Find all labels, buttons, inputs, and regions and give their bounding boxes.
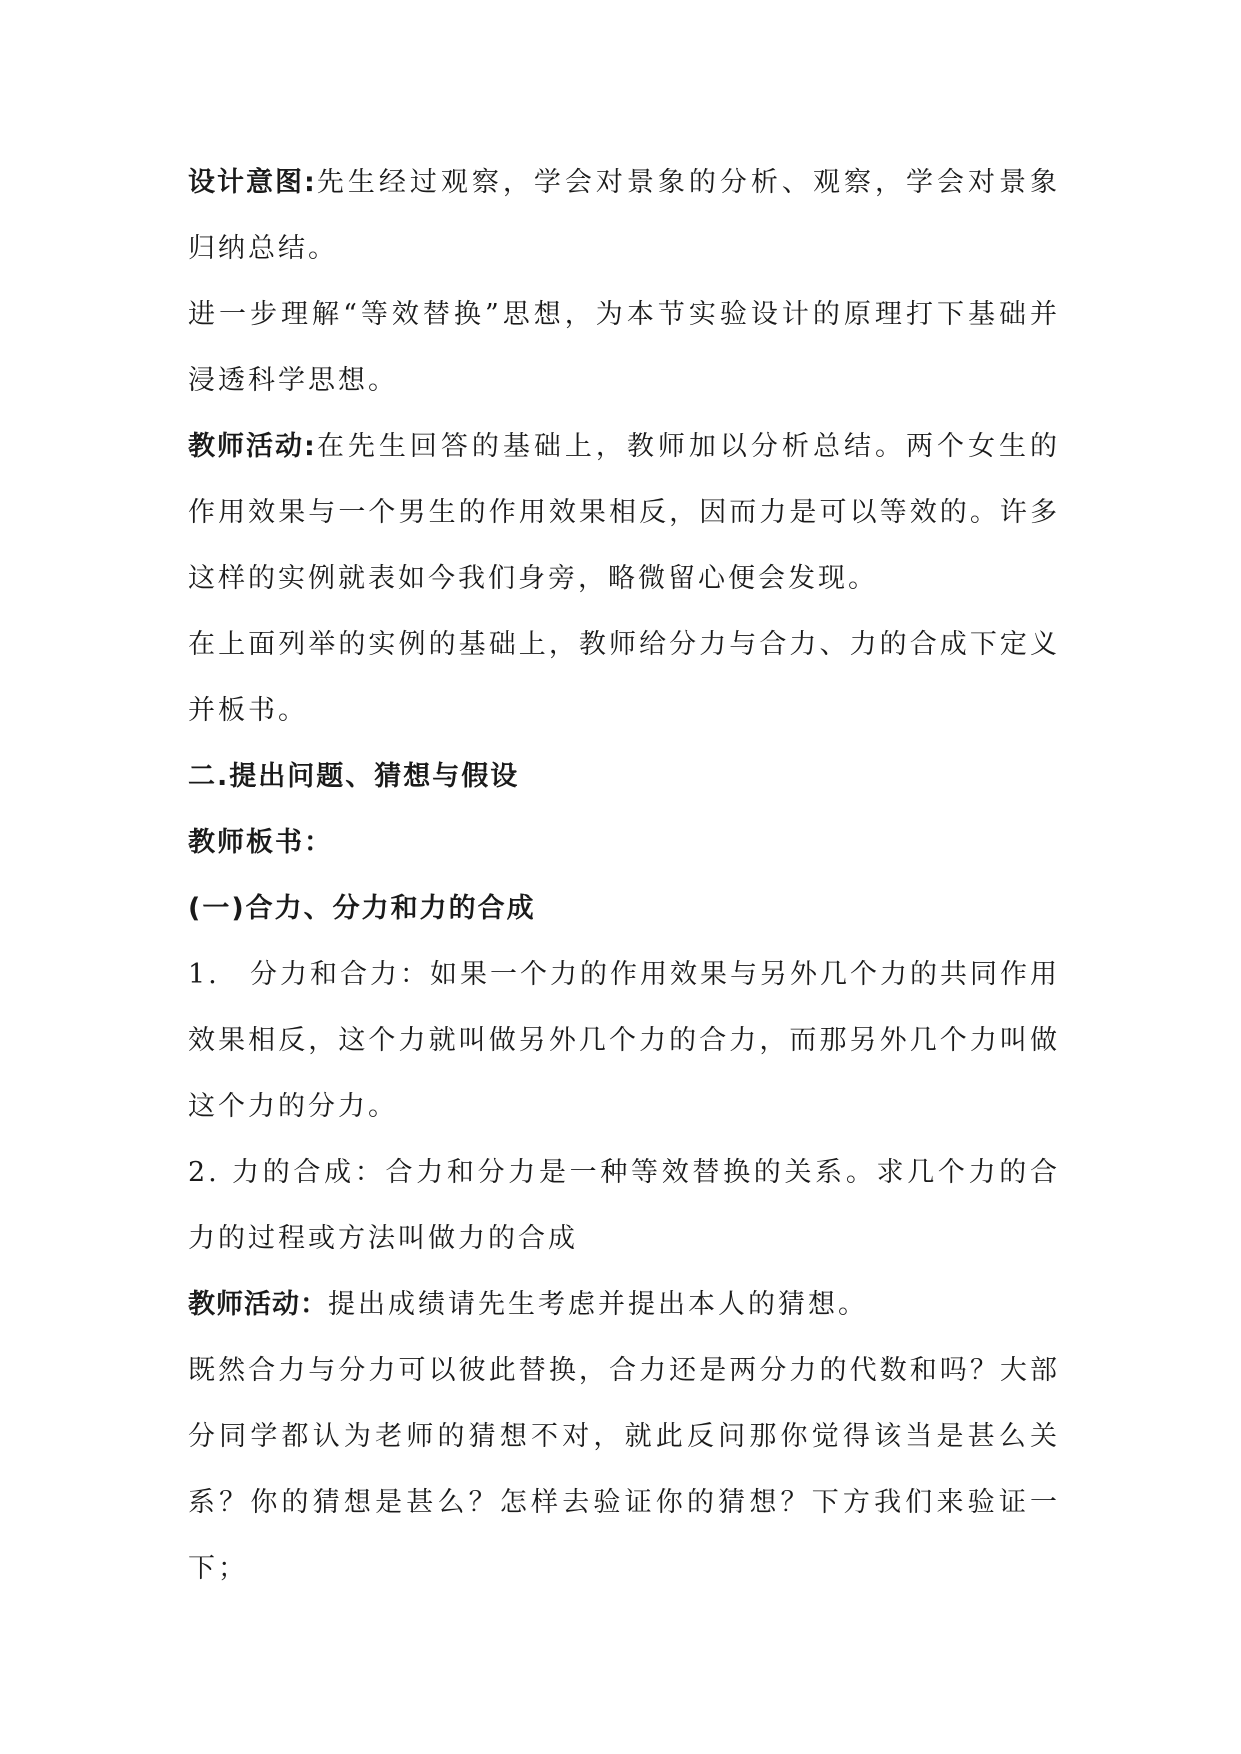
equivalent-substitution-text: 进一步理解“等效替换”思想，为本节实验设计的原理打下基础并浸透科学思想。: [188, 299, 1060, 396]
subsection-heading: (一)合力、分力和力的合成: [188, 893, 536, 924]
teacher-activity-paragraph-2: [188, 1272, 1060, 1338]
definition-text: 在上面列举的实例的基础上，教师给分力与合力、力的合成下定义并板书。: [188, 629, 1060, 726]
list-item-number-2: 2.: [188, 1157, 220, 1188]
teacher-activity-label-2: 教师活动：: [188, 1289, 328, 1320]
teacher-activity-label-1: 教师活动:: [188, 431, 316, 462]
design-intent-label: 设计意图:: [188, 167, 316, 198]
teacher-activity-text-2: 提出成绩请先生考虑并提出本人的猜想。: [328, 1289, 868, 1320]
question-paragraph: [188, 1338, 1060, 1602]
list-item-text-1: 分力和合力：如果一个力的作用效果与另外几个力的共同作用效果相反，这个力就叫做另外几个力的合力，而那另外几个力叫做这个力的分力。: [188, 959, 1060, 1122]
document-page: [188, 150, 1060, 1602]
teacher-activity-text-1: 在先生回答的基础上，教师加以分析总结。两个女生的作用效果与一个男生的作用效果相反，因而力是可以等效的。许多这样的实例就表如今我们身旁，略微留心便会发现。: [188, 431, 1060, 594]
teacher-activity-paragraph-1: [188, 414, 1060, 612]
equivalent-substitution-paragraph: [188, 282, 1060, 414]
list-item-1: [188, 942, 1060, 1140]
list-item-2: [188, 1140, 1060, 1272]
section-heading: 二.提出问题、猜想与假设: [188, 761, 520, 792]
design-intent-text: 先生经过观察，学会对景象的分析、观察，学会对景象归纳总结。: [188, 167, 1060, 264]
design-intent-paragraph: [188, 150, 1060, 282]
list-item-number-1: 1.: [188, 959, 220, 990]
question-text: 既然合力与分力可以彼此替换，合力还是两分力的代数和吗？大部分同学都认为老师的猜想不对，就此反问那你觉得该当是甚么关系？你的猜想是甚么？怎样去验证你的猜想？下方我们来验证一下；: [188, 1355, 1060, 1584]
definition-paragraph: [188, 612, 1060, 744]
list-item-text-2: 力的合成：合力和分力是一种等效替换的关系。求几个力的合力的过程或方法叫做力的合成: [188, 1157, 1060, 1254]
blackboard-heading: 教师板书：: [188, 827, 333, 858]
